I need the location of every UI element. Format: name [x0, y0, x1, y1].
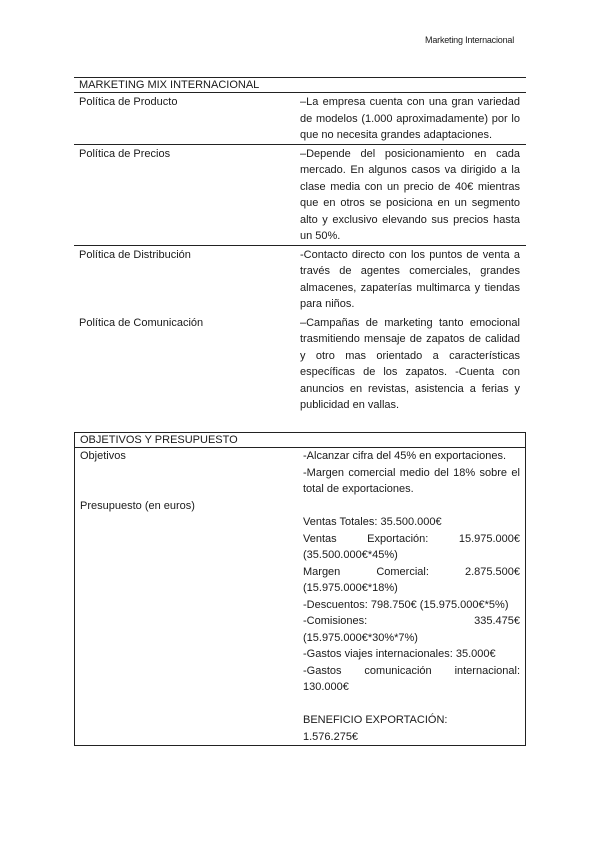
- comisiones: [303, 613, 520, 630]
- gastos-comunicacion: -Gastos comunicación internacional:: [303, 664, 520, 677]
- objectives-left-column: [75, 448, 300, 745]
- descuentos: -Descuentos: 798.750€ (15.975.000€*5%): [303, 598, 509, 611]
- table-row: [74, 145, 526, 246]
- marketing-mix-title: MARKETING MIX INTERNACIONAL: [74, 78, 526, 93]
- ventas-totales: Ventas Totales: 35.500.000€: [303, 516, 442, 528]
- row-text: –Depende del posicionamiento en cada mercado. En algunos casos va dirigido a la clase media con un precio de 40€ mientras que en otros se posiciona en un segmento alto y exclusivo elevando sus precios hasta un 50%.: [300, 147, 520, 242]
- objectives-body: [75, 448, 525, 745]
- gastos-viajes: -Gastos viajes internacionales: 35.000€: [303, 648, 496, 660]
- row-label: Política de Producto: [79, 96, 178, 108]
- beneficio-label: BENEFICIO EXPORTACIÓN:: [303, 714, 448, 726]
- page-header: Marketing Internacional: [425, 35, 514, 45]
- objective-item: -Alcanzar cifra del 45% en exportaciones.: [303, 450, 506, 462]
- row-label: Política de Precios: [79, 147, 171, 160]
- row-label: Política de Distribución: [79, 248, 191, 261]
- ventas-exportacion: [303, 531, 520, 548]
- row-text: –La empresa cuenta con una gran variedad de modelos (1.000 aproximadamente) por lo que no necesita grandes adaptaciones.: [300, 96, 520, 141]
- ventas-exportacion-calc: (35.500.000€*45%): [303, 549, 398, 561]
- margen-calc: (15.975.000€*18%): [303, 582, 398, 594]
- table-row: [74, 313, 526, 414]
- beneficio-value: 1.576.275€: [303, 730, 359, 743]
- budget-label: Presupuesto (en euros): [80, 499, 195, 512]
- margen-value: 2.875.500€: [464, 565, 521, 578]
- comisiones-label: -Comisiones:: [303, 615, 368, 627]
- ventas-exportacion-value: 15.975.000€: [458, 532, 521, 545]
- margen-label: Margen Comercial:: [303, 565, 429, 578]
- objectives-budget-table: [74, 432, 526, 746]
- table-row: [74, 246, 526, 313]
- marketing-mix-table: [74, 77, 526, 414]
- objective-item: -Margen comercial medio del 18% sobre el total de exportaciones.: [303, 466, 520, 495]
- objectives-title: OBJETIVOS Y PRESUPUESTO: [75, 433, 525, 448]
- gastos-comunicacion-value: 130.000€: [303, 681, 349, 693]
- table-row: [74, 93, 526, 145]
- ventas-exportacion-label: Ventas Exportación:: [303, 532, 429, 545]
- row-text: –Campañas de marketing tanto emocional trasmitiendo mensaje de zapatos de calidad y otro mas orientado a características específicas de los zapatos. -Cuenta con anuncios en revistas, asistencia a ferias y publicidad en vallas.: [300, 316, 520, 411]
- margen-comercial: [303, 564, 520, 581]
- objectives-right-column: [300, 448, 520, 745]
- row-label: Política de Comunicación: [79, 316, 204, 329]
- objectives-label: Objetivos: [80, 450, 126, 462]
- comisiones-calc: (15.975.000€*30%*7%): [303, 631, 418, 644]
- row-text: -Contacto directo con los puntos de venta a través de agentes comerciales, grandes almacenes, zapaterías multimarca y tiendas para niños.: [300, 248, 520, 310]
- comisiones-value: 335.475€: [474, 615, 520, 627]
